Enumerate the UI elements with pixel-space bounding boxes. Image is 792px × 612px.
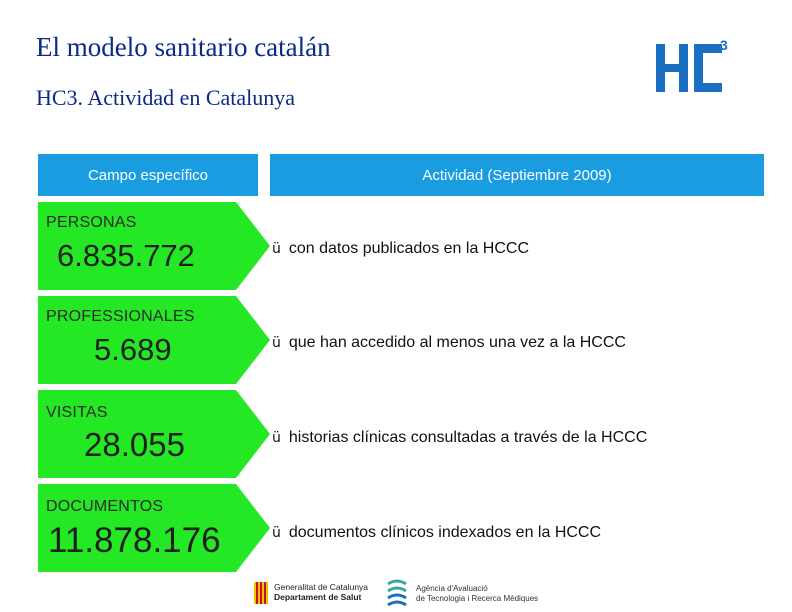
row-value-professionales: 5.689: [94, 332, 172, 367]
column-header-activity: Actividad (Septiembre 2009): [270, 154, 764, 196]
row-value-visitas: 28.055: [84, 426, 185, 463]
agency-line2: de Tecnologia i Recerca Mèdiques: [416, 594, 539, 603]
row-label-documentos: DOCUMENTOS: [46, 498, 164, 515]
page-title: El modelo sanitario catalán: [36, 32, 331, 62]
agency-logo: [384, 578, 538, 606]
agency-emblem-icon: [384, 578, 410, 606]
activity-text-documentos: documentos clínicos indexados en la HCCC: [288, 524, 602, 541]
row-label-personas: PERSONAS: [46, 214, 137, 231]
hc3-logo: [654, 36, 732, 96]
check-icon: ü: [272, 430, 281, 446]
generalitat-emblem-icon: [254, 582, 268, 604]
generalitat-line1: Generalitat de Catalunya: [274, 582, 369, 592]
activity-row-professionales: [272, 334, 626, 352]
check-icon: ü: [272, 241, 281, 257]
column-header-field: Campo específico: [38, 154, 258, 196]
row-label-visitas: VISITAS: [46, 404, 108, 421]
check-icon: ü: [272, 525, 281, 541]
agency-line1: Agència d'Avaluació: [416, 584, 488, 593]
generalitat-logo: [254, 582, 368, 604]
page-subtitle: HC3. Actividad en Catalunya: [36, 85, 296, 110]
activity-row-visitas: [272, 429, 647, 447]
generalitat-line2: Departament de Salut: [274, 592, 362, 602]
activity-row-documentos: [272, 524, 601, 542]
activity-row-personas: [272, 240, 529, 258]
check-icon: ü: [272, 335, 281, 351]
activity-text-personas: con datos publicados en la HCCC: [288, 240, 530, 257]
row-label-professionales: PROFESSIONALES: [46, 308, 195, 325]
hc3-logo-superscript: 3: [720, 37, 728, 53]
row-value-personas: 6.835.772: [57, 238, 195, 273]
activity-text-visitas: historias clínicas consultadas a través de la HCCC: [288, 429, 648, 446]
activity-text-professionales: que han accedido al menos una vez a la HCCC: [288, 334, 626, 351]
row-value-documentos: 11.878.176: [48, 521, 221, 560]
